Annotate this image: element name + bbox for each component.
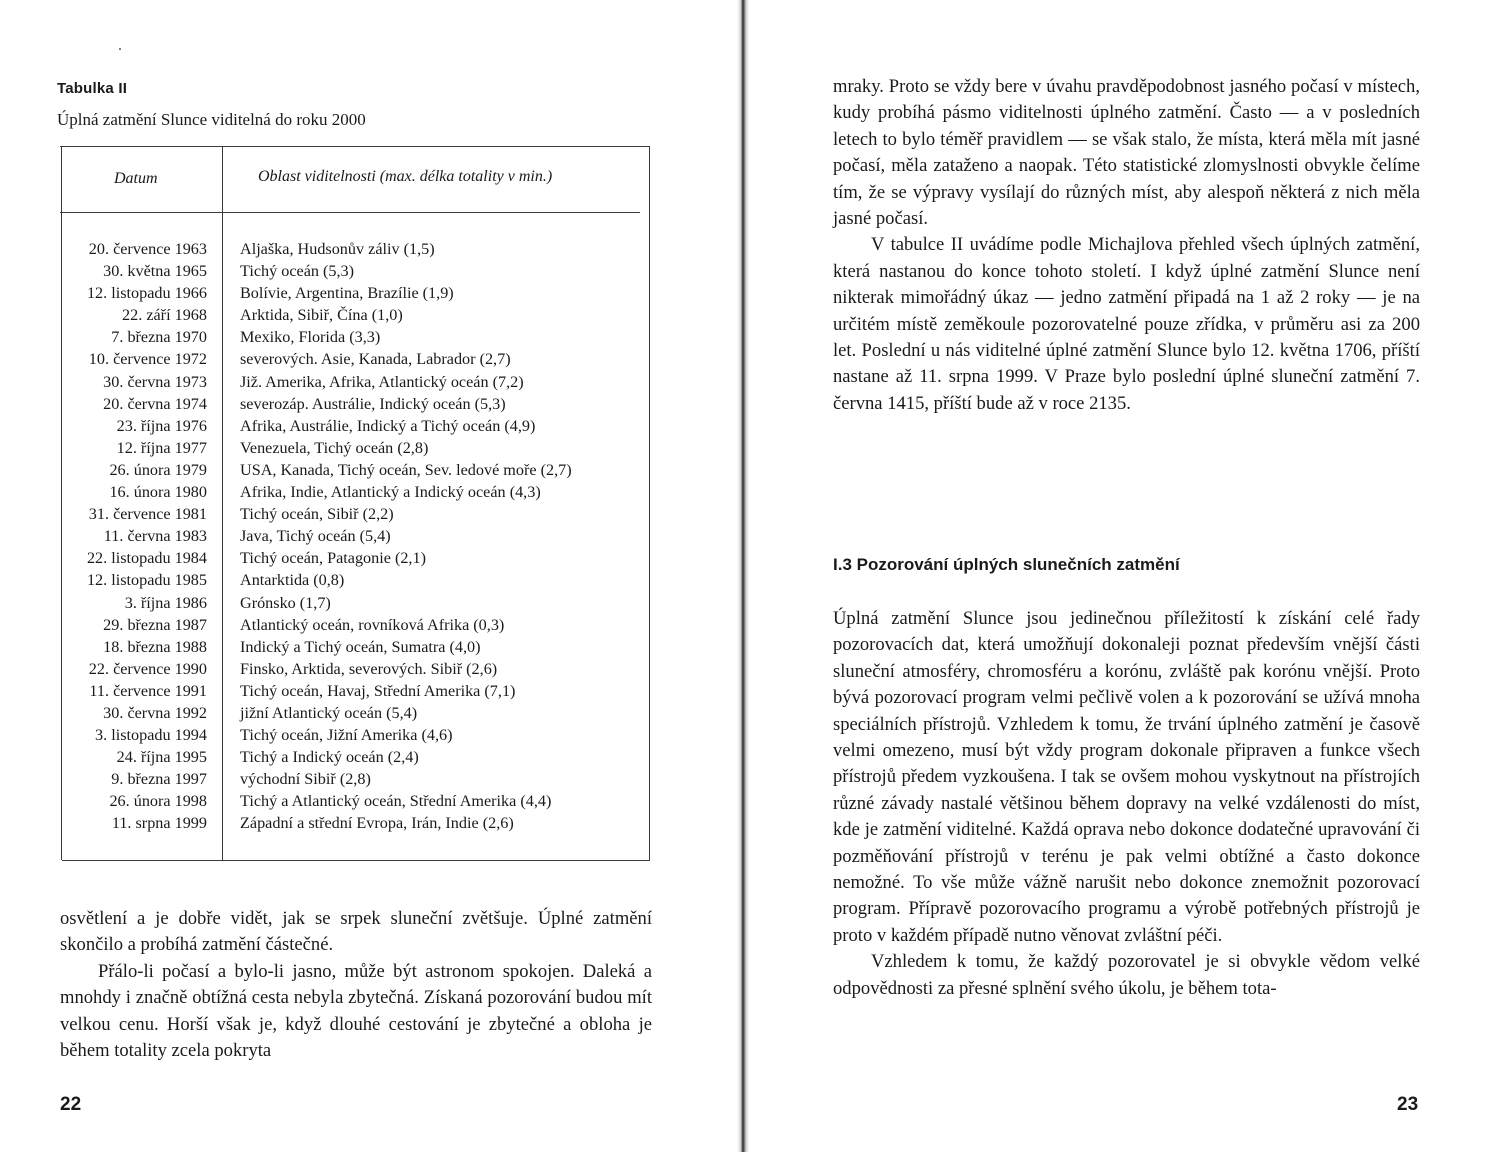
table-area-cell: Antarktida (0,8) (240, 571, 345, 590)
paragraph: osvětlení a je dobře vidět, jak se srpek sluneční zvětšuje. Úplné zatmění skončilo a probíhá zatmění částečné. (60, 908, 652, 956)
right-body-text-bottom (833, 606, 1420, 1002)
page-number: 22 (60, 1094, 82, 1115)
table-area-cell: severozáp. Austrálie, Indický oceán (5,3) (240, 394, 506, 413)
right-body-text-top (833, 74, 1420, 417)
table-caption: Úplná zatmění Slunce viditelná do roku 2000 (57, 110, 366, 129)
table-area-cell: Tichý oceán, Jižní Amerika (4,6) (240, 726, 453, 745)
table-date-cell: 16. února 1980 (109, 483, 207, 502)
table-area-cell: Tichý oceán, Havaj, Střední Amerika (7,1) (240, 681, 516, 700)
table-area-cell: Tichý oceán, Sibiř (2,2) (240, 505, 394, 524)
table-date-cell: 11. července 1991 (89, 681, 207, 700)
table-date-cell: 12. října 1977 (116, 438, 207, 457)
table-label: Tabulka II (57, 80, 128, 97)
table-date-cell: 26. února 1998 (109, 792, 207, 811)
table-date-cell: 30. června 1992 (103, 703, 207, 722)
table-date-cell: 10. července 1972 (88, 350, 207, 369)
table-date-cell: 11. června 1983 (103, 527, 207, 546)
table-area-cell: Arktida, Sibiř, Čína (1,0) (240, 306, 403, 325)
table-area-cell: Indický a Tichý oceán, Sumatra (4,0) (240, 637, 481, 656)
table-column-divider (222, 146, 223, 860)
table-area-cell: Tichý a Indický oceán (2,4) (240, 748, 419, 767)
table-area-cell: Již. Amerika, Afrika, Atlantický oceán (7,2) (240, 372, 524, 391)
table-date-cell: 23. října 1976 (116, 416, 207, 435)
table-area-cell: Afrika, Austrálie, Indický a Tichý oceán (4,9) (240, 416, 536, 435)
date-column (52, 238, 207, 835)
table-date-cell: 30. května 1965 (103, 262, 207, 281)
table-area-cell: USA, Kanada, Tichý oceán, Sev. ledové moře (2,7) (240, 460, 572, 479)
left-body-text (60, 906, 652, 1064)
table-date-cell: 3. října 1986 (124, 593, 207, 612)
header-date: Datum (114, 170, 158, 187)
table-date-cell: 20. července 1963 (88, 240, 207, 258)
table-date-cell: 12. listopadu 1985 (86, 571, 207, 590)
table-area-cell: severových. Asie, Kanada, Labrador (2,7) (240, 350, 511, 369)
left-page (0, 0, 740, 1152)
table-date-cell: 30. června 1973 (103, 372, 207, 391)
table-date-cell: 26. února 1979 (109, 460, 207, 479)
table-date-cell: 18. března 1988 (103, 637, 207, 656)
page-number: 23 (1397, 1094, 1419, 1115)
table-area-cell: Atlantický oceán, rovníková Afrika (0,3) (240, 615, 505, 634)
table-date-cell: 3. listopadu 1994 (95, 726, 207, 745)
table-area-cell: jižní Atlantický oceán (5,4) (240, 703, 418, 722)
table-area-cell: Tichý oceán, Patagonie (2,1) (240, 549, 426, 568)
table-date-cell: 20. června 1974 (103, 394, 207, 413)
table-date-cell: 7. března 1970 (111, 328, 207, 347)
table-date-cell: 31. července 1981 (88, 505, 207, 524)
table-date-cell: 22. listopadu 1984 (86, 549, 207, 568)
print-speck (119, 48, 121, 50)
right-page (752, 0, 1506, 1152)
table-area-cell: Mexiko, Florida (3,3) (240, 328, 381, 347)
header-area: Oblast viditelnosti (max. délka totality v min.) (258, 168, 553, 185)
table-date-cell: 22. září 1968 (122, 306, 207, 325)
paragraph: Vzhledem k tomu, že každý pozorovatel je si obvykle vědom velké odpovědnosti za přesné splnění svého úkolu, je během tota- (833, 951, 1420, 999)
table-date-cell: 12. listopadu 1966 (86, 284, 207, 303)
table-date-cell: 29. března 1987 (103, 615, 207, 634)
paragraph: Přálo-li počasí a bylo-li jasno, může být astronom spokojen. Daleká a mnohdy i značně obtížná cesta nebyla zbytečná. Získaná pozorování budou mít velkou cenu. Horší však je, když dlouhé cestování je zbytečné a obloha je během totality zcela pokryta (60, 960, 652, 1062)
paragraph: Úplná zatmění Slunce jsou jedinečnou příležitostí k získání celé řady pozorovacích dat, která umožňují dokonaleji poznat především vnější části sluneční atmosféry, chromosféru a korónu, zvláště pak korónu vnější. Proto bývá pozorovací program velmi pečlivě volen a k pozorování se užívá mnoha speciálních přístrojů. Vzhledem k tomu, že trvání úplného zatmění je časově velmi omezeno, musí být vždy program dokonale připraven a funkce všech přístrojů předem vyzkoušena. I tak se ovšem mohou vyskytnout na přístrojích různé závady nastalé většinou během dopravy na velké vzdálenosti do míst, kde je zatmění viditelné. Každá oprava nebo dokonce dodatečné upravování či pozměňování přístrojů v terénu je pak velmi obtížné a často dokonce nemožné. To vše může vážně narušit nebo dokonce znemožnit pozorovací program. Přípravě pozorovacího programu a výrobě potřebných přístrojů je proto v každém případě nutno věnovat zvláštní péči. (833, 608, 1420, 946)
table-area-cell: Afrika, Indie, Atlantický a Indický oceán (4,3) (240, 483, 541, 502)
table-area-cell: Tichý a Atlantický oceán, Střední Amerika (4,4) (240, 792, 552, 811)
table-date-cell: 11. srpna 1999 (111, 814, 207, 833)
table-area-cell: Finsko, Arktida, severových. Sibiř (2,6) (240, 659, 498, 678)
area-column (240, 238, 650, 835)
table-area-cell: východní Sibiř (2,8) (240, 770, 371, 789)
table-area-cell: Bolívie, Argentina, Brazílie (1,9) (240, 284, 454, 303)
book-gutter (737, 0, 749, 1152)
table-area-cell: Grónsko (1,7) (240, 593, 331, 612)
table-header-rule (60, 212, 640, 213)
table-top-rule (60, 146, 650, 147)
section-title: I.3 Pozorování úplných slunečních zatmění (833, 555, 1180, 574)
table-area-cell: Západní a střední Evropa, Irán, Indie (2,6) (240, 814, 514, 833)
table-area-cell: Tichý oceán (5,3) (240, 262, 355, 281)
table-bottom-rule (62, 860, 650, 861)
table-area-cell: Venezuela, Tichý oceán (2,8) (240, 438, 429, 457)
table-area-cell: Aljaška, Hudsonův záliv (1,5) (240, 240, 435, 258)
table-date-cell: 22. července 1990 (88, 659, 207, 678)
paragraph: mraky. Proto se vždy bere v úvahu pravděpodobnost jasného počasí v místech, kudy probíhá pásmo viditelnosti úplného zatmění. Často — a v posledních letech to bylo téměř pravidlem — se však stalo, že místa, která měla mít jasné počasí, měla zataženo a naopak. Této statistické zlomyslnosti obvykle čelíme tím, že se výpravy vysílají do různých míst, aby alespoň některá z nich měla jasné počasí. (833, 76, 1420, 230)
paragraph: V tabulce II uvádíme podle Michajlova přehled všech úplných zatmění, která nastanou do konce tohoto století. I když úplné zatmění Slunce není nikterak mimořádný úkaz — jedno zatmění připadá na 1 až 2 roky — je na určitém místě zeměkoule pozorovatelné pouze zřídka, v průměru asi za 200 let. Poslední u nás viditelné úplné zatmění Slunce bylo 12. května 1706, příští nastane až 11. srpna 1999. V Praze bylo poslední úplné sluneční zatmění 7. června 1415, příští bude až v roce 2135. (833, 234, 1420, 414)
table-date-cell: 24. října 1995 (116, 748, 207, 767)
table-date-cell: 9. března 1997 (111, 770, 207, 789)
table-area-cell: Java, Tichý oceán (5,4) (240, 527, 391, 546)
